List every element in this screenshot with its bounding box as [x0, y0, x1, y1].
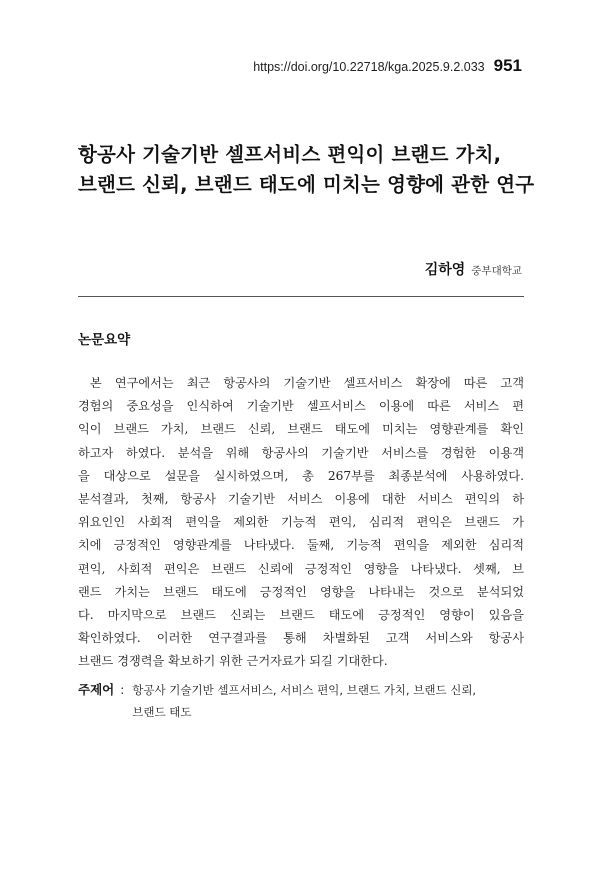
- doi-link[interactable]: https://doi.org/10.22718/kga.2025.9.2.033: [253, 60, 485, 74]
- keywords-line: 브랜드 태도: [132, 705, 192, 719]
- abstract-line: 을 대상으로 설문을 실시하였으며, 총 267부를 최종분석에 사용하였다.: [78, 468, 524, 483]
- abstract-line: 익이 브랜드 가치, 브랜드 신뢰, 브랜드 태도에 미치는 영향관계를 확인: [78, 422, 524, 437]
- running-header: [253, 56, 522, 76]
- title-line-2: 브랜드 신뢰, 브랜드 태도에 미치는 영향에 관한 연구: [78, 173, 535, 196]
- author-affiliation: 중부대학교: [471, 265, 522, 277]
- abstract-line: 확인하였다. 이러한 연구결과를 통해 차별화된 고객 서비스와 항공사: [78, 631, 524, 646]
- abstract-body: [78, 372, 524, 674]
- keywords-block: [78, 679, 528, 723]
- abstract-line: 위요인인 사회적 편익을 제외한 기능적 편익, 심리적 편익은 브랜드 가: [78, 515, 524, 530]
- abstract-line: 다. 마지막으로 브랜드 신뢰는 브랜드 태도에 긍정적인 영향이 있음을: [78, 608, 524, 623]
- keywords-list: [132, 679, 476, 723]
- abstract-line: 하고자 하였다. 분석을 위해 항공사의 기술기반 서비스를 경험한 이용객: [78, 445, 524, 460]
- abstract-line: 본 연구에서는 최근 항공사의 기술기반 셀프서비스 확장에 따른 고객: [90, 376, 524, 390]
- author-name: 김하영: [424, 262, 466, 278]
- abstract-heading: 논문요약: [78, 332, 131, 348]
- abstract-line: 편익, 사회적 편익은 브랜드 신뢰에 긍정적인 영향을 나타냈다. 셋째, 브: [78, 561, 524, 576]
- abstract-line: 랜드 가치는 브랜드 태도에 긍정적인 영향을 나타내는 것으로 분석되었: [78, 584, 524, 599]
- abstract-line: 브랜드 경쟁력을 확보하기 위한 근거자료가 되길 기대한다.: [78, 654, 388, 669]
- keywords-label: 주제어: [78, 682, 115, 697]
- abstract-line: 치에 긍정적인 영향관계를 나타냈다. 둘째, 기능적 편익을 제외한 심리적: [78, 538, 524, 553]
- title-divider: [78, 296, 524, 297]
- keywords-line: 항공사 기술기반 셀프서비스, 서비스 편익, 브랜드 가치, 브랜드 신뢰,: [132, 683, 477, 697]
- abstract-line: 경험의 중요성을 인식하여 기술기반 셀프서비스 이용에 따른 서비스 편: [78, 399, 524, 414]
- abstract-line: 분석결과, 첫째, 항공사 기술기반 서비스 이용에 대한 서비스 편익의 하: [78, 492, 524, 507]
- title-line-1: 항공사 기술기반 셀프서비스 편익이 브랜드 가치,: [78, 143, 502, 166]
- paper-title: [78, 140, 538, 200]
- page-number: 951: [493, 56, 522, 75]
- keywords-separator: :: [120, 683, 125, 697]
- author-block: [425, 259, 522, 279]
